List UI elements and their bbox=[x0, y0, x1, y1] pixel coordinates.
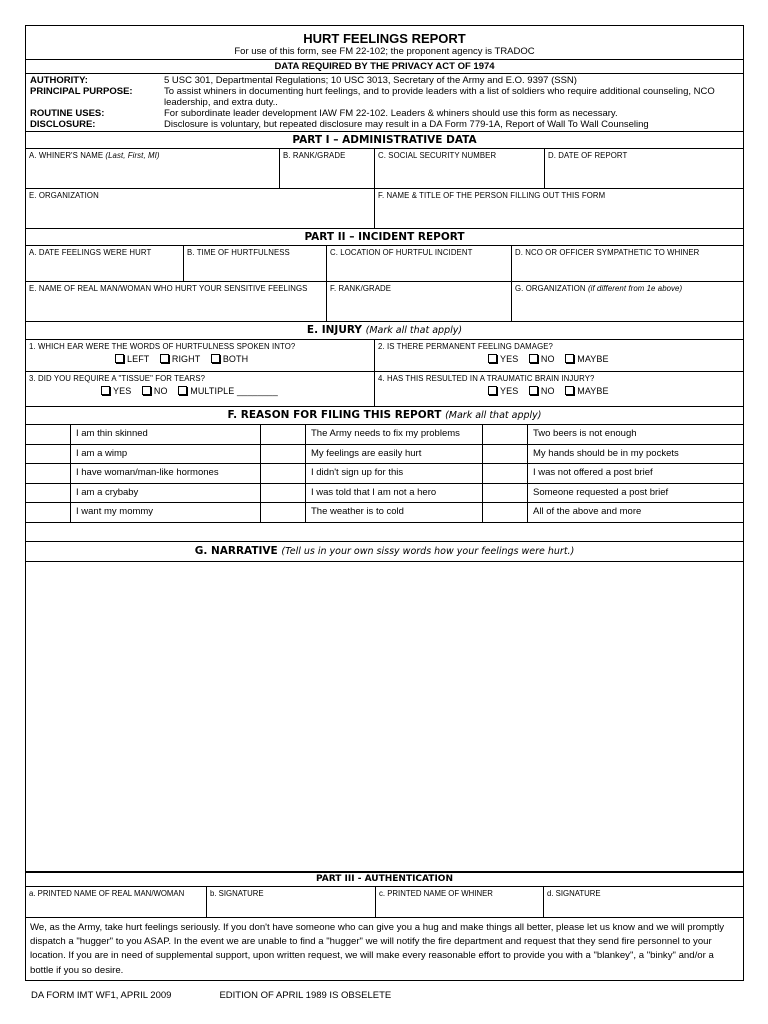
part1-row2 bbox=[26, 188, 743, 228]
field-label: a. PRINTED NAME OF REAL MAN/WOMAN bbox=[29, 888, 185, 898]
heading-note: (Mark all that apply) bbox=[365, 325, 463, 336]
reason-label: I was told that I am not a hero bbox=[306, 484, 483, 504]
reason-checkbox[interactable] bbox=[26, 503, 71, 523]
reason-label: I have woman/man-like hormones bbox=[71, 464, 261, 484]
question-label: 3. DID YOU REQUIRE A "TISSUE" FOR TEARS? bbox=[29, 374, 206, 383]
narrative-heading bbox=[26, 542, 743, 562]
reason-checkbox[interactable] bbox=[483, 503, 528, 523]
privacy-key: AUTHORITY: bbox=[30, 75, 88, 86]
injury-row1 bbox=[26, 339, 743, 371]
privacy-row-purpose bbox=[30, 86, 740, 108]
offender-organization-field[interactable] bbox=[512, 282, 743, 321]
date-hurt-field[interactable] bbox=[26, 246, 184, 281]
reasons-heading bbox=[26, 407, 743, 424]
privacy-row-authority bbox=[30, 75, 740, 86]
reason-label: Two beers is not enough bbox=[528, 425, 743, 445]
option-label: YES bbox=[113, 386, 132, 396]
checkbox-both[interactable] bbox=[211, 354, 220, 363]
part2-heading: PART II – INCIDENT REPORT bbox=[304, 231, 465, 243]
heading-text: G. NARRATIVE bbox=[194, 544, 278, 557]
reason-checkbox[interactable] bbox=[26, 484, 71, 504]
organization-field[interactable] bbox=[26, 189, 375, 228]
part2-row2 bbox=[26, 281, 743, 321]
question-label: 2. IS THERE PERMANENT FEELING DAMAGE? bbox=[378, 342, 553, 351]
field-label: G. ORGANIZATION bbox=[515, 284, 586, 293]
reason-label: I didn't sign up for this bbox=[306, 464, 483, 484]
privacy-key: ROUTINE USES: bbox=[30, 108, 105, 119]
option-label: MULTIPLE ________ bbox=[190, 386, 278, 396]
injury-q4 bbox=[375, 372, 743, 406]
field-label: E. ORGANIZATION bbox=[29, 191, 99, 200]
field-label: B. RANK/GRADE bbox=[283, 151, 346, 160]
privacy-value: 5 USC 301, Departmental Regulations; 10 USC 3013, Secretary of the Army and E.O. 9397 (SSN) bbox=[164, 75, 577, 86]
preparer-name-field[interactable] bbox=[375, 189, 743, 228]
q3-options bbox=[29, 383, 371, 396]
heading-text: F. REASON FOR FILING THIS REPORT bbox=[227, 409, 442, 421]
injury-q2 bbox=[375, 340, 743, 371]
privacy-value: For subordinate leader development IAW FM 22-102. Leaders & whiners should use this form as necessary. bbox=[164, 108, 618, 119]
reason-checkbox[interactable] bbox=[261, 425, 306, 445]
ssn-field[interactable] bbox=[375, 149, 545, 188]
narrative-textarea[interactable] bbox=[26, 562, 743, 872]
reason-checkbox[interactable] bbox=[261, 484, 306, 504]
checkbox-maybe[interactable] bbox=[565, 386, 574, 395]
checkbox-yes[interactable] bbox=[101, 386, 110, 395]
injury-row2 bbox=[26, 371, 743, 406]
reason-checkbox[interactable] bbox=[483, 445, 528, 465]
privacy-key: DISCLOSURE: bbox=[30, 119, 96, 130]
reason-label: I want my mommy bbox=[71, 503, 261, 523]
reason-checkbox[interactable] bbox=[483, 464, 528, 484]
privacy-row-routine-uses bbox=[30, 108, 740, 119]
reason-label: I am thin skinned bbox=[71, 425, 261, 445]
whiner-signature-field[interactable] bbox=[544, 887, 743, 917]
reason-label: I am a wimp bbox=[71, 445, 261, 465]
field-label: d. SIGNATURE bbox=[547, 888, 601, 898]
reason-checkbox[interactable] bbox=[261, 503, 306, 523]
checkbox-no[interactable] bbox=[529, 354, 538, 363]
form-header bbox=[25, 25, 744, 132]
reason-label: I am a crybaby bbox=[71, 484, 261, 504]
injury-q3 bbox=[26, 372, 375, 406]
edition-note: EDITION OF APRIL 1989 IS OBSELETE bbox=[219, 990, 392, 1001]
option-label: RIGHT bbox=[171, 354, 201, 364]
field-label: A. DATE FEELINGS WERE HURT bbox=[29, 248, 152, 257]
reason-label: All of the above and more bbox=[528, 503, 743, 523]
privacy-value: To assist whiners in documenting hurt feelings, and to provide leaders with a list of soldiers who require additional counseling, NCO leadership, and extra duty.. bbox=[164, 86, 715, 108]
privacy-key: PRINCIPAL PURPOSE: bbox=[30, 86, 133, 97]
option-label: NO bbox=[153, 386, 168, 396]
location-field[interactable] bbox=[327, 246, 512, 281]
whiner-name-field[interactable] bbox=[26, 149, 280, 188]
q1-options bbox=[29, 351, 371, 364]
privacy-row-disclosure bbox=[30, 119, 740, 130]
field-note: (Last, First, MI) bbox=[105, 151, 160, 160]
injury-q1 bbox=[26, 340, 375, 371]
q2-options bbox=[378, 351, 740, 364]
question-label: 1. WHICH EAR WERE THE WORDS OF HURTFULNESS SPOKEN INTO? bbox=[29, 342, 296, 351]
reasons-grid bbox=[26, 424, 743, 523]
part3-section bbox=[25, 873, 744, 918]
field-note: (if different from 1e above) bbox=[587, 284, 683, 293]
form-subtitle: For use of this form, see FM 22-102; the proponent agency is TRADOC bbox=[234, 46, 535, 57]
field-label: A. WHINER'S NAME bbox=[29, 151, 104, 160]
form-title: HURT FEELINGS REPORT bbox=[303, 31, 466, 46]
reason-checkbox[interactable] bbox=[26, 445, 71, 465]
heading-note: (Mark all that apply) bbox=[445, 410, 542, 421]
part1-section bbox=[25, 132, 744, 229]
field-label: F. NAME & TITLE OF THE PERSON FILLING OUT THIS FORM bbox=[378, 191, 606, 200]
option-label: BOTH bbox=[222, 354, 249, 364]
privacy-act-heading: DATA REQUIRED BY THE PRIVACY ACT OF 1974 bbox=[26, 59, 743, 73]
field-label: D. NCO OR OFFICER SYMPATHETIC TO WHINER bbox=[515, 248, 700, 257]
reason-label: I was not offered a post brief bbox=[528, 464, 743, 484]
reason-label: My hands should be in my pockets bbox=[528, 445, 743, 465]
checkbox-maybe[interactable] bbox=[565, 354, 574, 363]
reason-label: The weather is to cold bbox=[306, 503, 483, 523]
field-label: B. TIME OF HURTFULNESS bbox=[187, 248, 290, 257]
option-label: LEFT bbox=[127, 354, 150, 364]
reason-label: My feelings are easily hurt bbox=[306, 445, 483, 465]
reason-checkbox[interactable] bbox=[261, 464, 306, 484]
field-label: c. PRINTED NAME OF WHINER bbox=[379, 888, 493, 898]
hurt-feelings-form bbox=[25, 25, 744, 981]
checkbox-no[interactable] bbox=[142, 386, 151, 395]
question-label: 4. HAS THIS RESULTED IN A TRAUMATIC BRAIN INJURY? bbox=[378, 374, 595, 383]
q4-options bbox=[378, 383, 740, 396]
privacy-value: Disclosure is voluntary, but repeated disclosure may result in a DA Form 779-1A, Report of Wall To Wall Counseling bbox=[164, 119, 649, 130]
field-label: C. LOCATION OF HURTFUL INCIDENT bbox=[330, 248, 473, 257]
checkbox-yes[interactable] bbox=[488, 354, 497, 363]
option-label: YES bbox=[500, 386, 519, 396]
checkbox-right[interactable] bbox=[160, 354, 169, 363]
form-id: DA FORM IMT WF1, APRIL 2009 bbox=[31, 990, 172, 1001]
heading-text: E. INJURY bbox=[306, 324, 362, 336]
field-label: E. NAME OF REAL MAN/WOMAN WHO HURT YOUR SENSITIVE FEELINGS bbox=[29, 284, 308, 293]
rank-grade-field[interactable] bbox=[280, 149, 375, 188]
option-label: MAYBE bbox=[577, 386, 609, 396]
real-person-signature-field[interactable] bbox=[207, 887, 376, 917]
reasons-section bbox=[25, 407, 744, 542]
field-label: C. SOCIAL SECURITY NUMBER bbox=[378, 151, 497, 160]
offender-rank-field[interactable] bbox=[327, 282, 512, 321]
whiner-printed-name-field[interactable] bbox=[376, 887, 544, 917]
option-label: NO bbox=[540, 386, 555, 396]
offender-name-field[interactable] bbox=[26, 282, 327, 321]
field-label: b. SIGNATURE bbox=[210, 888, 264, 898]
report-date-field[interactable] bbox=[545, 149, 743, 188]
part2-section bbox=[25, 229, 744, 322]
reason-label: Someone requested a post brief bbox=[528, 484, 743, 504]
form-footer bbox=[31, 990, 391, 1001]
checkbox-no[interactable] bbox=[529, 386, 538, 395]
hugger-notice: We, as the Army, take hurt feelings seriously. If you don't have someone who can give you a hug and make things all better, please let us know and we will promptly dispatch a "hugger" to you ASAP. In the event we are unable to find a "hugger" we will notify the fire department and request that they send fire personnel to your location. If you are in need of supplemental support, upon written request, we will make every reasonable effort to provide you with a "blankey", a "binky" and/or a bottle if you so desire. bbox=[25, 918, 744, 982]
heading-note: (Tell us in your own sissy words how your feelings were hurt.) bbox=[281, 545, 575, 557]
reason-checkbox[interactable] bbox=[261, 445, 306, 465]
part3-heading: PART III - AUTHENTICATION bbox=[316, 873, 453, 884]
reasons-spacer bbox=[26, 523, 743, 541]
part3-row bbox=[26, 886, 743, 917]
injury-section bbox=[25, 322, 744, 407]
part2-row1 bbox=[26, 245, 743, 281]
part1-heading: PART I – ADMINISTRATIVE DATA bbox=[292, 134, 477, 146]
sympathetic-nco-field[interactable] bbox=[512, 246, 743, 281]
reason-checkbox[interactable] bbox=[26, 464, 71, 484]
option-label: YES bbox=[500, 354, 519, 364]
reason-label: The Army needs to fix my problems bbox=[306, 425, 483, 445]
part1-row1 bbox=[26, 148, 743, 188]
injury-heading bbox=[26, 322, 743, 339]
narrative-section bbox=[25, 542, 744, 873]
checkbox-left[interactable] bbox=[115, 354, 124, 363]
real-person-name-field[interactable] bbox=[26, 887, 207, 917]
reason-checkbox[interactable] bbox=[483, 484, 528, 504]
option-label: NO bbox=[540, 354, 555, 364]
option-label: MAYBE bbox=[577, 354, 609, 364]
time-hurt-field[interactable] bbox=[184, 246, 327, 281]
checkbox-multiple[interactable] bbox=[178, 386, 187, 395]
reason-checkbox[interactable] bbox=[483, 425, 528, 445]
field-label: D. DATE OF REPORT bbox=[548, 151, 628, 160]
privacy-act-statement bbox=[26, 73, 743, 131]
field-label: F. RANK/GRADE bbox=[330, 284, 392, 293]
checkbox-yes[interactable] bbox=[488, 386, 497, 395]
reason-checkbox[interactable] bbox=[26, 425, 71, 445]
